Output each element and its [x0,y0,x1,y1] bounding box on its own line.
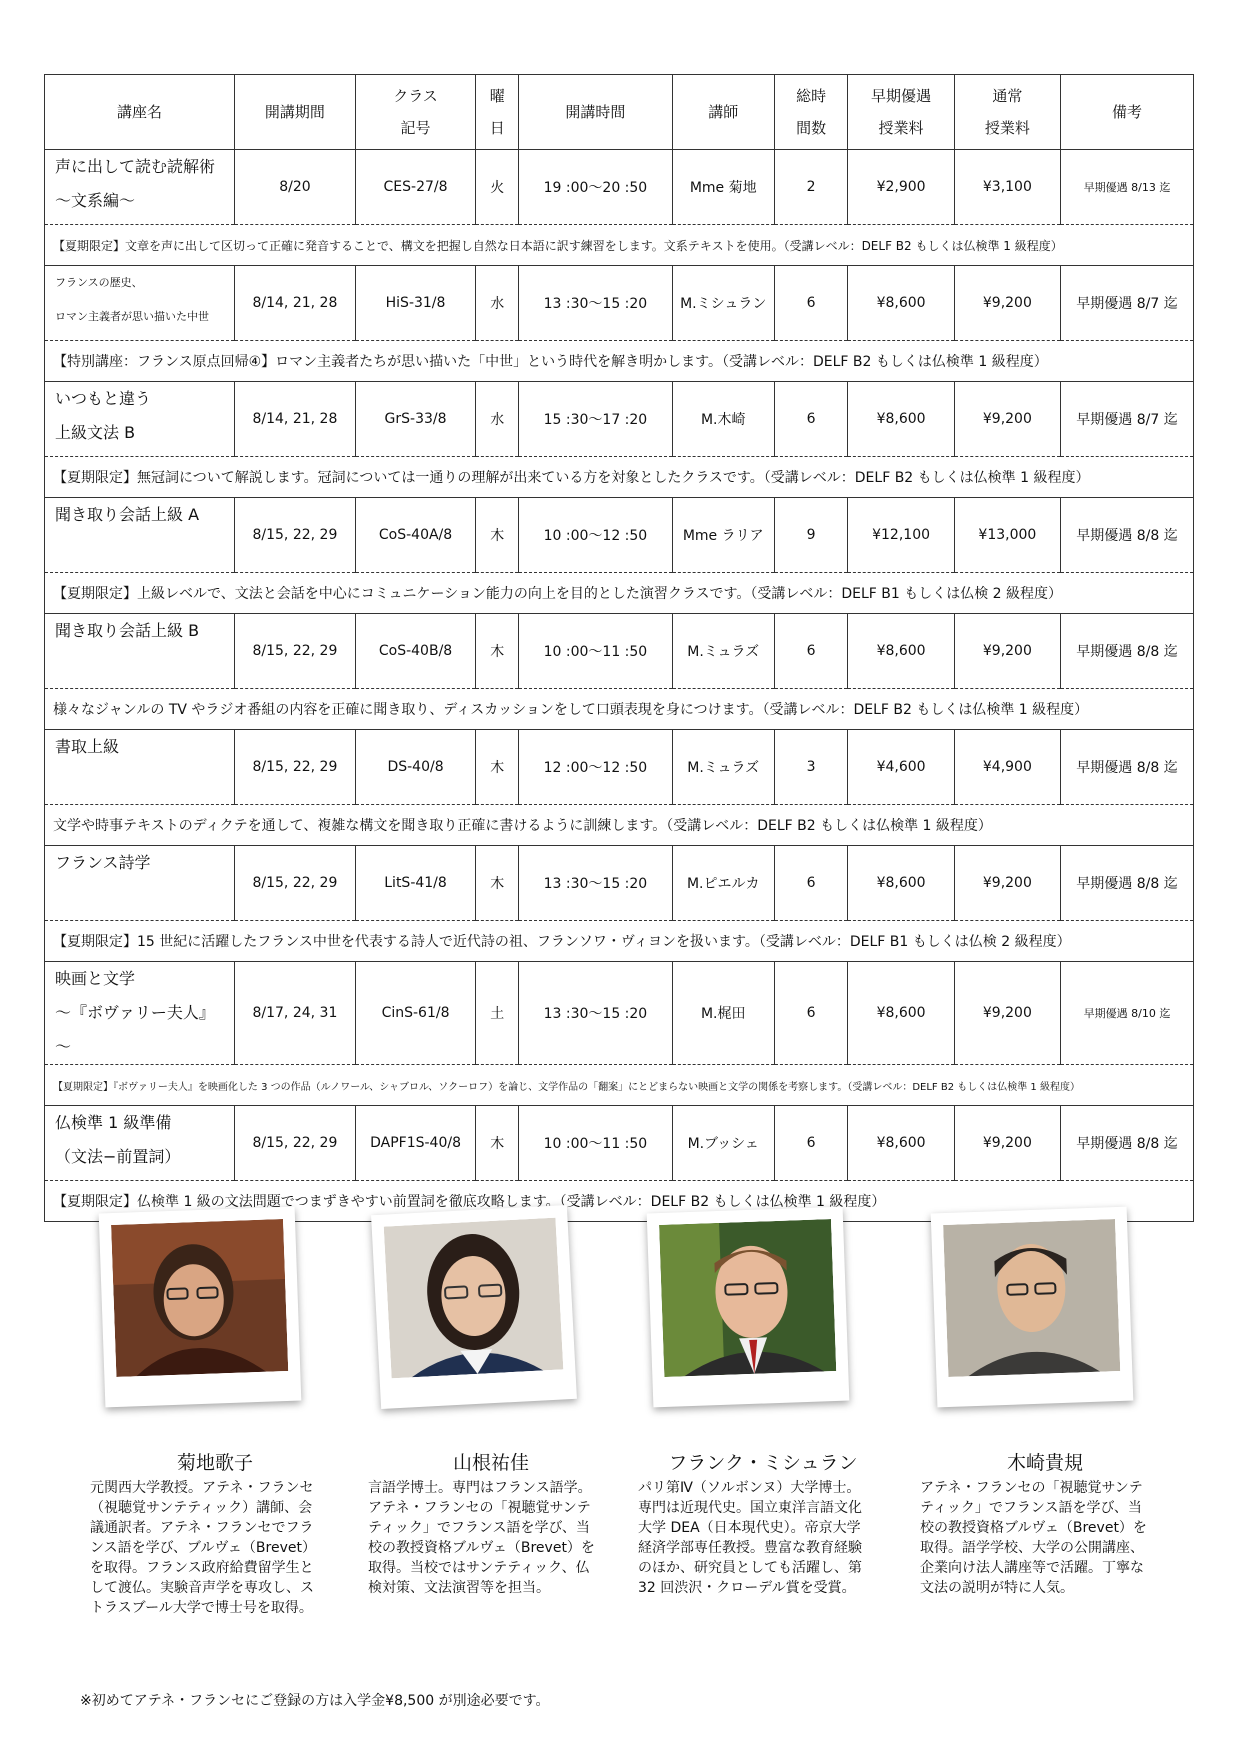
course-name-line: 上級文法 B [55,423,136,442]
course-time: 13 :30～15 :20 [519,846,672,921]
course-period: 8/15, 22, 29 [235,614,356,689]
course-early-fee: ¥8,600 [848,962,954,1065]
course-row [45,498,1194,573]
course-notes: 早期優遇 8/8 迄 [1061,614,1194,689]
course-period: 8/15, 22, 29 [235,1106,356,1181]
teacher-photo-frame [931,1207,1134,1408]
course-hours: 6 [774,846,848,921]
teacher-bio: パリ第Ⅳ（ソルボンヌ）大学博士。専門は近現代史。国立東洋言語文化大学 DEA（日本現代史）。帝京大学経済学部専任教授。豊富な教育経験のほか、研究員としても活躍し、第 32 回渋沢・クローデル賞を受賞。 [638,1480,862,1596]
course-description-row [45,573,1194,614]
course-period: 8/15, 22, 29 [235,730,356,805]
header-early-fee: 早期優遇 授業料 [848,75,954,150]
course-row [45,846,1194,921]
course-description: 【特別講座：フランス原点回帰④】ロマン主義者たちが思い描いた「中世」という時代を解き明かします。（受講レベル：DELF B2 もしくは仏検準 1 級程度） [45,341,1194,382]
course-name-line: 仏検準 1 級準備 [55,1113,172,1132]
course-regular-fee: ¥9,200 [954,382,1060,457]
course-description: 【夏期限定】仏検準 1 級の文法問題でつまずきやすい前置詞を徹底攻略します。（受講レベル：DELF B2 もしくは仏検準 1 級程度） [45,1181,1194,1222]
teacher-name: 木崎貴規 [1006,1452,1083,1474]
course-time: 10 :00～11 :50 [519,1106,672,1181]
course-name [45,962,235,1065]
course-code: HiS-31/8 [355,266,476,341]
course-regular-fee: ¥9,200 [954,614,1060,689]
course-instructor: M.梶田 [672,962,774,1065]
course-name [45,266,235,341]
course-notes: 早期優遇 8/7 迄 [1061,382,1194,457]
course-notes: 早期優遇 8/10 迄 [1061,962,1194,1065]
teacher-name: フランク・ミシュラン [668,1452,858,1474]
course-name [45,846,235,921]
course-description: 【夏期限定】上級レベルで、文法と会話を中心にコミュニケーション能力の向上を目的とした演習クラスです。（受講レベル：DELF B1 もしくは仏検 2 級程度） [45,573,1194,614]
course-name-line: 声に出して読む読解術 [55,157,216,176]
course-period: 8/14, 21, 28 [235,382,356,457]
course-hours: 6 [774,1106,848,1181]
course-row [45,382,1194,457]
teacher-photo-frame [647,1207,850,1408]
course-hours: 6 [774,614,848,689]
course-name [45,150,235,225]
course-instructor: Mme 菊地 [672,150,774,225]
teacher-name: 菊地歌子 [176,1452,253,1474]
course-name-line: （文法−前置詞） [55,1147,181,1166]
course-schedule-table [44,74,1194,1222]
course-day: 木 [476,498,519,573]
course-name-line: ロマン主義者が思い描いた中世 [55,310,209,323]
course-hours: 6 [774,382,848,457]
course-description: 【夏期限定】『ボヴァリー夫人』を映画化した 3 つの作品（ルノワール、シャブロル、ソクーロフ）を論じ、文学作品の「翻案」にとどまらない映画と文学の関係を考察します。（受講レベル：DELF B2 もしくは仏検準 1 級程度） [45,1065,1194,1106]
course-instructor: M.ミュラズ [672,730,774,805]
header-instructor: 講師 [672,75,774,150]
course-day: 土 [476,962,519,1065]
teacher-bio: 元関西大学教授。アテネ・フランセ（視聴覚サンテティック）講師、会議通訳者。アテネ・フランセでフランス語を学び、ブルヴェ（Brevet）を取得。フランス政府給費留学生として渡仏。実験音声学を専攻し、ストラスブール大学で博士号を取得。 [90,1480,316,1616]
course-period: 8/14, 21, 28 [235,266,356,341]
course-name-line: いつもと違う [55,389,152,408]
course-regular-fee: ¥9,200 [954,266,1060,341]
course-name-line: フランス詩学 [55,853,151,872]
course-name [45,382,235,457]
course-instructor: M.ピエルカ [672,846,774,921]
course-name-line: 映画と文学 [55,969,136,988]
course-name-line: ～『ボヴァリー夫人』～ [55,1003,215,1056]
course-notes: 早期優遇 8/8 迄 [1061,730,1194,805]
course-hours: 9 [774,498,848,573]
course-row [45,962,1194,1065]
course-description-row [45,457,1194,498]
course-day: 水 [476,382,519,457]
course-early-fee: ¥12,100 [848,498,954,573]
course-regular-fee: ¥4,900 [954,730,1060,805]
teacher-photo [659,1219,836,1377]
course-day: 火 [476,150,519,225]
course-code: CES-27/8 [355,150,476,225]
course-early-fee: ¥8,600 [848,266,954,341]
course-regular-fee: ¥3,100 [954,150,1060,225]
course-hours: 6 [774,266,848,341]
course-day: 木 [476,730,519,805]
header-notes: 備考 [1061,75,1194,150]
course-regular-fee: ¥9,200 [954,1106,1060,1181]
teacher-photo [384,1218,564,1379]
course-day: 水 [476,266,519,341]
footnote: ※初めてアテネ・フランセにご登録の方は入学金¥8,500 が別途必要です。 [80,1693,550,1709]
course-name-line: 聞き取り会話上級 B [55,621,200,640]
course-instructor: M.ミシュラン [672,266,774,341]
course-instructor: M.木崎 [672,382,774,457]
course-row [45,1106,1194,1181]
course-description-row [45,921,1194,962]
course-code: DS-40/8 [355,730,476,805]
course-period: 8/15, 22, 29 [235,498,356,573]
course-code: CoS-40A/8 [355,498,476,573]
course-name [45,614,235,689]
header-name: 講座名 [45,75,235,150]
course-row [45,266,1194,341]
course-notes: 早期優遇 8/13 迄 [1061,150,1194,225]
course-early-fee: ¥8,600 [848,382,954,457]
course-description: 【夏期限定】無冠詞について解説します。冠詞については一通りの理解が出来ている方を対象としたクラスです。（受講レベル：DELF B2 もしくは仏検準 1 級程度） [45,457,1194,498]
course-period: 8/17, 24, 31 [235,962,356,1065]
teacher-photo [111,1219,288,1377]
header-row [45,75,1194,150]
teacher-bio: 言語学博士。専門はフランス語学。アテネ・フランセの「視聴覚サンテティック」でフランス語を学び、当校の教授資格ブルヴェ（Brevet）を取得。当校ではサンテティック、仏検対策、文法演習等を担当。 [368,1480,595,1596]
course-time: 13 :30～15 :20 [519,266,672,341]
course-period: 8/20 [235,150,356,225]
course-description-row [45,225,1194,266]
course-notes: 早期優遇 8/8 迄 [1061,1106,1194,1181]
course-instructor: M.ミュラズ [672,614,774,689]
course-name-line: フランスの歴史、 [55,276,143,289]
header-time: 開講時間 [519,75,672,150]
course-regular-fee: ¥13,000 [954,498,1060,573]
course-code: DAPF1S-40/8 [355,1106,476,1181]
course-description: 文学や時事テキストのディクテを通して、複雑な構文を聞き取り正確に書けるように訓練します。（受講レベル：DELF B2 もしくは仏検準 1 級程度） [45,805,1194,846]
course-time: 12 :00～12 :50 [519,730,672,805]
course-description: 様々なジャンルの TV やラジオ番組の内容を正確に聞き取り、ディスカッションをして口頭表現を身につけます。（受講レベル：DELF B2 もしくは仏検準 1 級程度） [45,689,1194,730]
course-name [45,730,235,805]
course-period: 8/15, 22, 29 [235,846,356,921]
header-class: クラス 記号 [355,75,476,150]
course-row [45,150,1194,225]
course-code: CinS-61/8 [355,962,476,1065]
course-early-fee: ¥8,600 [848,846,954,921]
course-regular-fee: ¥9,200 [954,962,1060,1065]
course-code: LitS-41/8 [355,846,476,921]
course-regular-fee: ¥9,200 [954,846,1060,921]
teacher-photo [943,1219,1120,1377]
course-row [45,614,1194,689]
course-name-line: 聞き取り会話上級 A [55,505,200,524]
header-day: 曜 日 [476,75,519,150]
course-hours: 2 [774,150,848,225]
course-time: 13 :30～15 :20 [519,962,672,1065]
course-code: GrS-33/8 [355,382,476,457]
course-description-row [45,805,1194,846]
course-description: 【夏期限定】15 世紀に活躍したフランス中世を代表する詩人で近代詩の祖、フランソワ・ヴィヨンを扱います。（受講レベル：DELF B1 もしくは仏検 2 級程度） [45,921,1194,962]
teacher-bio: アテネ・フランセの「視聴覚サンテティック」でフランス語を学び、当校の教授資格ブルヴェ（Brevet）を取得。語学学校、大学の公開講座、企業向け法人講座等で活躍。丁寧な文法の説明が特に人気。 [920,1480,1147,1596]
course-day: 木 [476,614,519,689]
course-description-row [45,1065,1194,1106]
course-early-fee: ¥8,600 [848,1106,954,1181]
course-time: 15 :30～17 :20 [519,382,672,457]
course-name [45,498,235,573]
header-period: 開講期間 [235,75,356,150]
course-name-line: ～文系編～ [55,191,136,210]
course-instructor: M.ブッシェ [672,1106,774,1181]
course-row [45,730,1194,805]
course-name-line: 書取上級 [55,737,120,756]
course-instructor: Mme ラリア [672,498,774,573]
course-early-fee: ¥8,600 [848,614,954,689]
course-name [45,1106,235,1181]
course-early-fee: ¥2,900 [848,150,954,225]
course-notes: 早期優遇 8/8 迄 [1061,846,1194,921]
course-code: CoS-40B/8 [355,614,476,689]
course-notes: 早期優遇 8/7 迄 [1061,266,1194,341]
course-hours: 6 [774,962,848,1065]
course-day: 木 [476,846,519,921]
course-time: 19 :00～20 :50 [519,150,672,225]
course-description-row [45,341,1194,382]
teacher-photo-frame [99,1207,302,1408]
course-time: 10 :00～12 :50 [519,498,672,573]
course-description-row [45,689,1194,730]
course-hours: 3 [774,730,848,805]
teacher-profiles [0,1210,1241,1690]
course-early-fee: ¥4,600 [848,730,954,805]
course-description: 【夏期限定】文章を声に出して区切って正確に発音することで、構文を把握し自然な日本語に訳す練習をします。文系テキストを使用。（受講レベル：DELF B2 もしくは仏検準 1 級程度） [45,225,1194,266]
teacher-name: 山根祐佳 [452,1452,529,1474]
teacher-photo-frame [371,1205,577,1409]
header-hours: 総時 間数 [774,75,848,150]
course-notes: 早期優遇 8/8 迄 [1061,498,1194,573]
course-time: 10 :00～11 :50 [519,614,672,689]
header-regular-fee: 通常 授業料 [954,75,1060,150]
course-day: 木 [476,1106,519,1181]
